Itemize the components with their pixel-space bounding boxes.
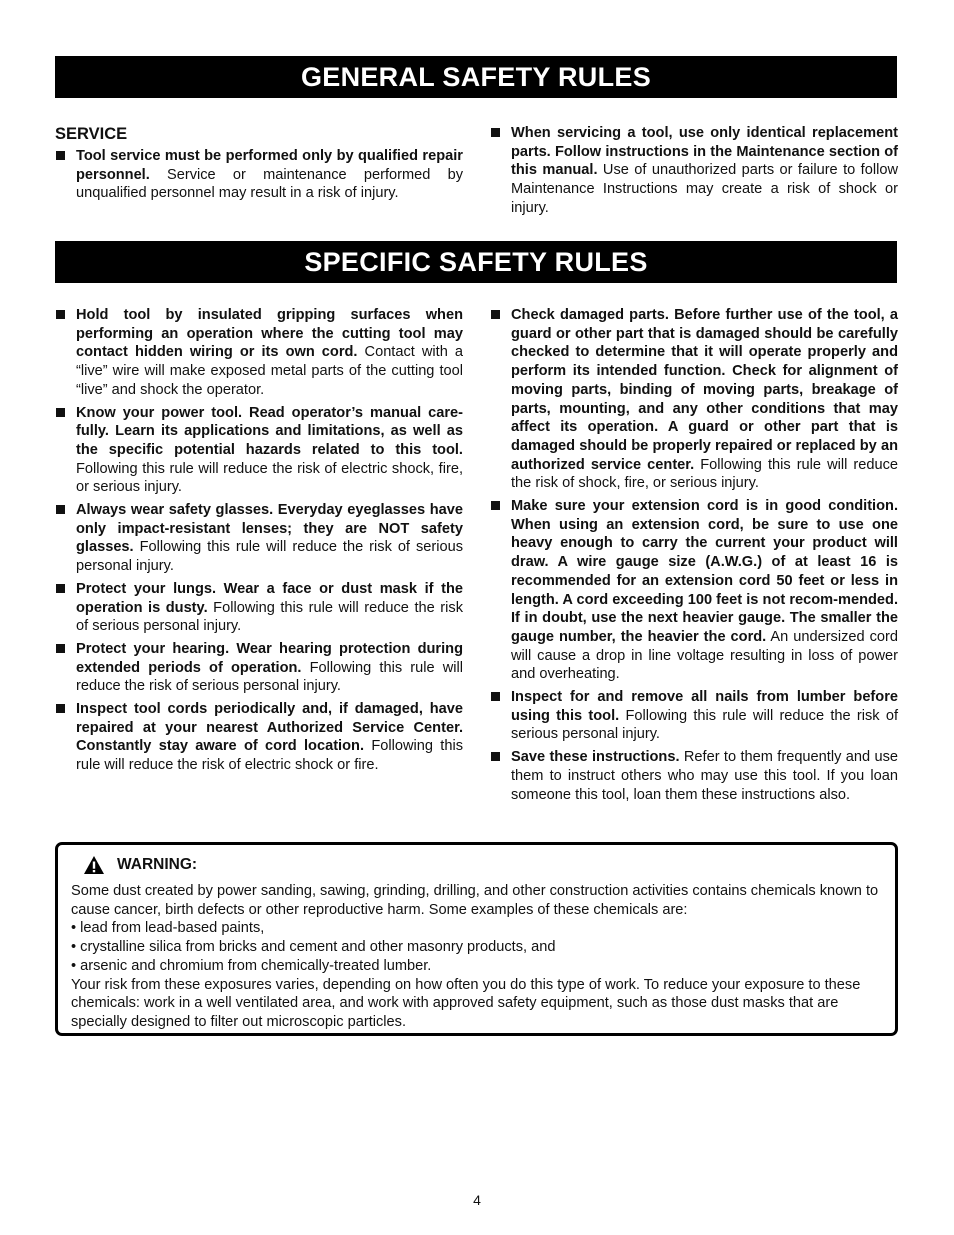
warning-paragraph: Some dust created by power sanding, sawing, grinding, drilling, and other construction activities contains chemicals known to cause cancer, birth defects or other reproductive harm. Some examples of these chemicals are: xyxy=(71,883,879,918)
rule-bold: Tool service must be performed only by qualified repair personnel. xyxy=(76,148,463,183)
rule-bold: Inspect for and remove all nails from lumber before using this tool. xyxy=(511,689,898,724)
specific-rule-remove-nails xyxy=(490,688,898,744)
specific-rule-extension-cord xyxy=(490,497,898,684)
warning-box xyxy=(55,842,898,1036)
specific-rule-check-damaged-parts xyxy=(490,306,898,493)
rule-text: Service or maintenance performed by unqualified personnel may result in a risk of injury. xyxy=(76,166,463,202)
specific-right-column xyxy=(490,306,898,808)
rule-bold: Save these instructions. xyxy=(511,749,680,766)
rule-text: An undersized cord will cause a drop in line voltage resulting in loss of power and overheating. xyxy=(511,628,898,683)
rule-text: Refer to them frequently and use them to instruct others who may use this tool. If you loan someone this tool, loan them these instructions also. xyxy=(511,749,898,803)
square-bullet-icon xyxy=(491,501,500,510)
page-number: 4 xyxy=(473,1192,481,1208)
service-right-column xyxy=(490,124,898,222)
rule-text: Following this rule will reduce the risk of electric shock, fire, or serious injury. xyxy=(76,460,463,496)
rule-bold: Check damaged parts. Before further use of the tool, a guard or other part that is damaged should be carefully checked to determine that it will operate properly and perform its intended function. Check for alignment of moving parts, binding of moving parts, breakage of parts, mounting, and any other conditions that may affect its operation. A guard or other part that is damaged should be properly repaired or replaced by an authorized service center. xyxy=(511,307,898,473)
square-bullet-icon xyxy=(56,644,65,653)
square-bullet-icon xyxy=(56,310,65,319)
rule-text: Following this rule will reduce the risk of serious personal injury. xyxy=(511,707,898,743)
general-safety-rules-banner: GENERAL SAFETY RULES xyxy=(55,56,897,98)
rule-bold: Make sure your extension cord is in good condition. When using an extension cord, be sure to use one heavy enough to carry the current your product will draw. A wire gauge size (A.W.G.) of at least 16 is recommended for an extension cord 50 feet or less in length. A cord exceeding 100 feet is not recom-mended. If in doubt, use the next heavier gauge. The smaller the gauge number, the heavier the cord. xyxy=(511,498,898,645)
rule-bold: Protect your hearing. Wear hearing protection during extended periods of operation. xyxy=(76,640,463,676)
square-bullet-icon xyxy=(56,584,65,593)
rule-text: Use of unauthorized parts or failure to follow Maintenance Instructions may create a risk of shock or injury. xyxy=(511,162,898,216)
service-rule-1 xyxy=(55,147,463,203)
specific-rule-protect-lungs xyxy=(55,580,463,636)
warning-list-item: • crystalline silica from bricks and cement and other masonry products, and xyxy=(71,939,556,956)
specific-rule-know-tool xyxy=(55,404,463,498)
rule-text: Following this rule will reduce the risk of serious personal injury. xyxy=(76,659,463,695)
rule-bold: Know your power tool. Read operator’s manual care-fully. Learn its applications and limitations, as well as the specific potential hazards related to this tool. xyxy=(76,404,463,458)
service-heading: SERVICE xyxy=(55,125,128,143)
square-bullet-icon xyxy=(56,151,65,160)
rule-bold: When servicing a tool, use only identical replacement parts. Follow instructions in the Maintenance section of this manual. xyxy=(511,125,898,179)
rule-text: Contact with a “live” wire will make exposed metal parts of the cutting tool “live” and shock the operator. xyxy=(76,344,463,398)
rule-text: Following this rule will reduce the risk of serious personal injury. xyxy=(76,539,463,575)
square-bullet-icon xyxy=(56,408,65,417)
warning-triangle-icon xyxy=(83,855,105,875)
service-left-column xyxy=(55,124,463,207)
rule-bold: Inspect tool cords periodically and, if damaged, have repaired at your nearest Authorized Service Center. Constantly stay aware of cord location. xyxy=(76,701,463,755)
warning-paragraph: Your risk from these exposures varies, depending on how often you do this type of work. To reduce your exposure to these chemicals: work in a well ventilated area, and work with approved safety equipment, such as those dust masks that are specially designed to filter out microscopic particles. xyxy=(71,976,861,1030)
specific-left-column xyxy=(55,306,463,779)
specific-rule-protect-hearing xyxy=(55,640,463,696)
rule-text: Following this rule will reduce the risk of serious personal injury. xyxy=(76,599,463,635)
square-bullet-icon xyxy=(491,752,500,761)
specific-rule-save-instructions xyxy=(490,748,898,804)
warning-list-item: • arsenic and chromium from chemically-treated lumber. xyxy=(71,957,432,974)
warning-header xyxy=(83,855,883,875)
specific-rule-inspect-cords xyxy=(55,700,463,775)
warning-title: WARNING: xyxy=(117,855,198,873)
warning-list-item: • lead from lead-based paints, xyxy=(71,920,265,937)
square-bullet-icon xyxy=(491,692,500,701)
square-bullet-icon xyxy=(491,310,500,319)
square-bullet-icon xyxy=(56,704,65,713)
square-bullet-icon xyxy=(491,128,500,137)
rule-bold: Hold tool by insulated gripping surfaces when performing an operation where the cutting tool may contact hidden wiring or its own cord. xyxy=(76,307,463,361)
specific-rule-safety-glasses xyxy=(55,501,463,576)
rule-bold: Always wear safety glasses. Everyday eyeglasses have only impact-resistant lenses; they are NOT safety glasses. xyxy=(76,502,463,556)
specific-rule-insulated-grip xyxy=(55,306,463,400)
rule-text: Following this rule will reduce the risk of electric shock or fire. xyxy=(76,738,463,774)
rule-text: Following this rule will reduce the risk of shock, fire, or serious injury. xyxy=(511,456,898,492)
service-rule-2 xyxy=(490,124,898,218)
square-bullet-icon xyxy=(56,505,65,514)
specific-safety-rules-banner: SPECIFIC SAFETY RULES xyxy=(55,241,897,283)
rule-bold: Protect your lungs. Wear a face or dust mask if the operation is dusty. xyxy=(76,580,463,616)
